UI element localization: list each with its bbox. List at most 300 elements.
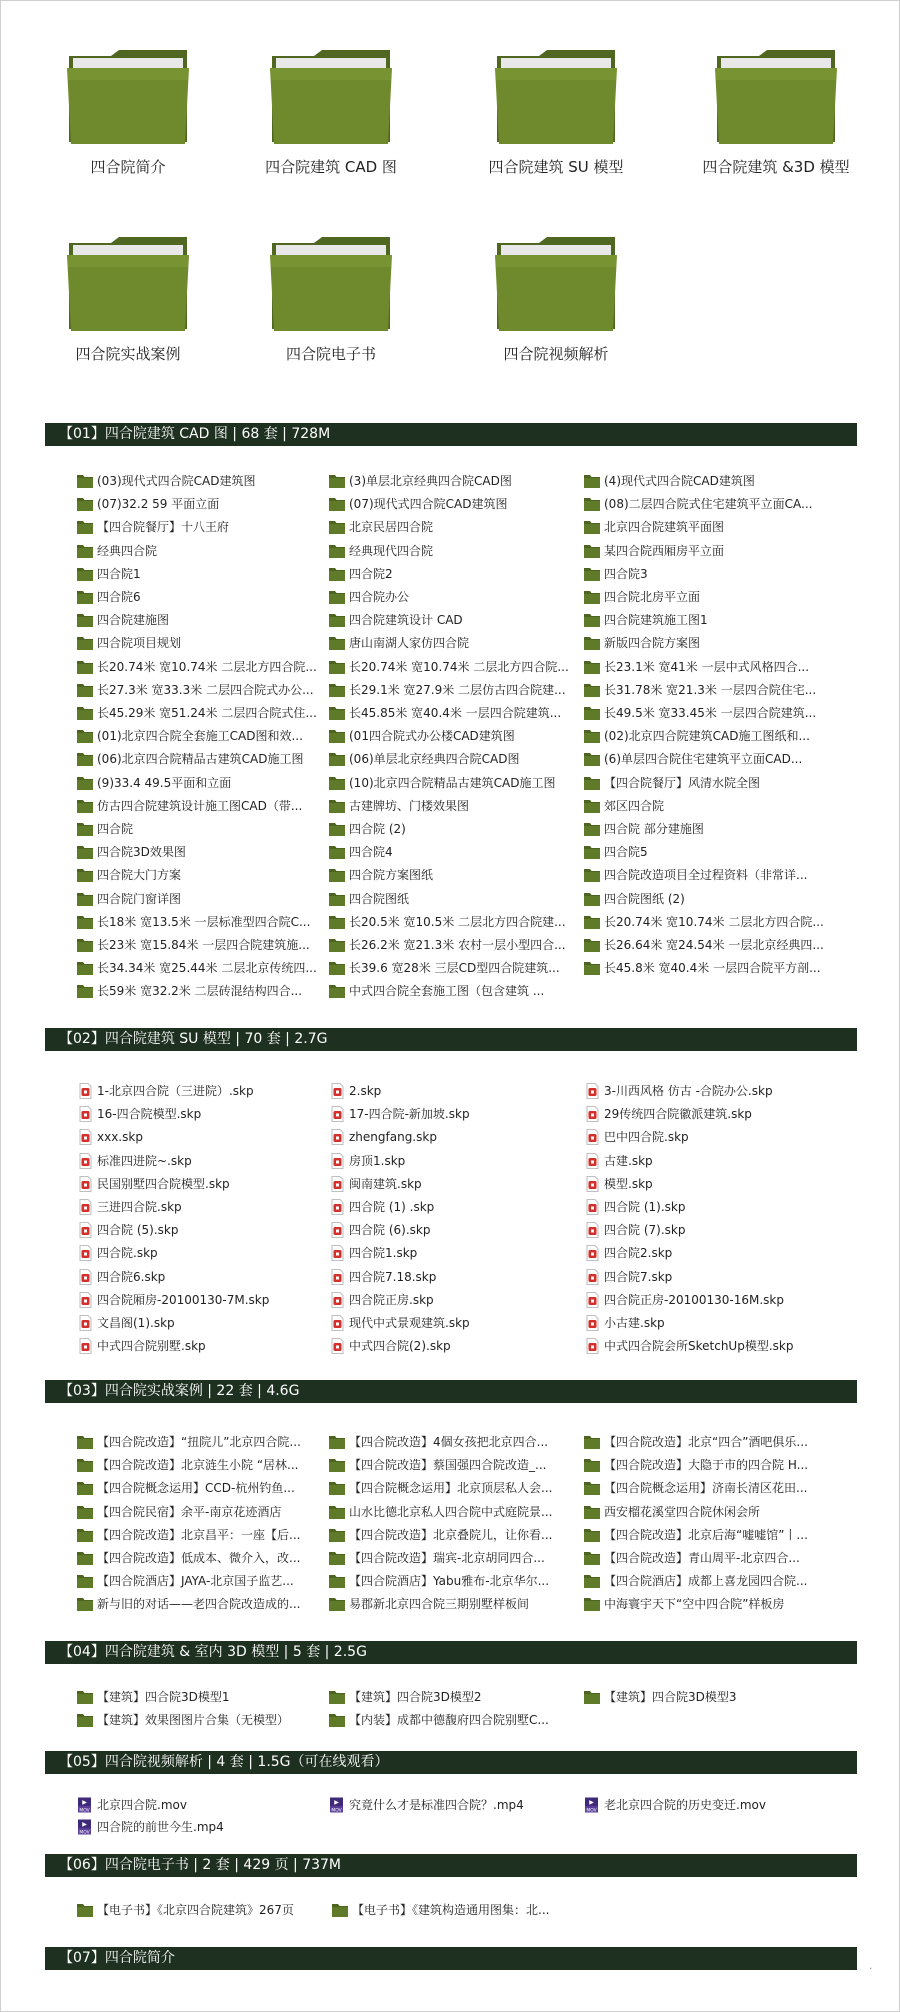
folder-item[interactable] xyxy=(583,540,833,562)
folder-item[interactable] xyxy=(328,656,578,678)
item-label: 长26.64米 宽24.54米 一层北京经典四... xyxy=(604,938,824,952)
item-label: 中式四合院全套施工图（包含建筑 ... xyxy=(349,984,545,998)
folder-item[interactable] xyxy=(583,516,833,538)
item-label: 四合院的前世今生.mp4 xyxy=(97,1820,224,1834)
folder-item[interactable] xyxy=(76,563,326,585)
folder-item[interactable] xyxy=(583,841,833,863)
svg-text:MOV: MOV xyxy=(331,1808,342,1813)
file-item[interactable] xyxy=(328,1196,578,1218)
item-label: 长20.74米 宽10.74米 二层北方四合院... xyxy=(349,660,569,674)
folder-item[interactable] xyxy=(583,609,833,631)
folder-item[interactable] xyxy=(328,609,578,631)
folder-item[interactable] xyxy=(328,1709,578,1731)
section-header-2: 【02】四合院建筑 SU 模型 | 70 套 | 2.7G xyxy=(45,1028,857,1051)
item-label: 三进四合院.skp xyxy=(97,1200,182,1214)
folder-item[interactable] xyxy=(583,679,833,701)
folder-item[interactable] xyxy=(76,818,326,840)
folder-item[interactable] xyxy=(76,1570,326,1592)
item-label: 民国别墅四合院模型.skp xyxy=(97,1177,230,1191)
folder-item[interactable] xyxy=(328,1547,578,1569)
item-label: 经典四合院 xyxy=(97,544,158,558)
folder-item[interactable] xyxy=(328,679,578,701)
file-item[interactable] xyxy=(328,1219,578,1241)
svg-text:▶: ▶ xyxy=(589,1799,594,1806)
item-label: (07)现代式四合院CAD建筑图 xyxy=(349,497,508,511)
folder-item[interactable] xyxy=(328,470,578,492)
folder-item[interactable] xyxy=(328,864,578,886)
folder-item[interactable] xyxy=(76,1593,326,1615)
item-label: 四合院 (6).skp xyxy=(349,1223,431,1237)
folder-item[interactable] xyxy=(76,1524,326,1546)
folder-item[interactable] xyxy=(76,632,326,654)
item-label: 四合院2 xyxy=(349,567,393,581)
file-item[interactable] xyxy=(583,1103,833,1125)
item-label: 17-四合院-新加坡.skp xyxy=(349,1107,470,1121)
item-label: 【建筑】四合院3D模型3 xyxy=(604,1690,737,1704)
file-item[interactable] xyxy=(76,1173,326,1195)
item-label: (6)单层四合院住宅建筑平立面CAD... xyxy=(604,752,803,766)
folder-item[interactable] xyxy=(328,795,578,817)
folder-item[interactable] xyxy=(76,911,326,933)
item-label: 中海寰宇天下“空中四合院”样板房 xyxy=(604,1597,785,1611)
item-label: 四合院7.skp xyxy=(604,1270,673,1284)
file-item[interactable] xyxy=(583,1242,833,1264)
folder-item[interactable] xyxy=(328,563,578,585)
item-label: 四合院图纸 (2) xyxy=(604,892,685,906)
item-label: 经典现代四合院 xyxy=(349,544,434,558)
item-label: 【四合院概念运用】北京顶层私人会... xyxy=(349,1481,553,1495)
folder-item[interactable] xyxy=(76,679,326,701)
file-item[interactable] xyxy=(583,1289,833,1311)
item-label: 【四合院改造】瑞宾-北京胡同四合... xyxy=(349,1551,545,1565)
item-label: 四合院办公 xyxy=(349,590,410,604)
file-item[interactable] xyxy=(583,1312,833,1334)
folder-item[interactable] xyxy=(583,957,833,979)
file-item[interactable] xyxy=(76,1335,326,1357)
folder-icon xyxy=(461,46,651,146)
item-label: 四合院正房.skp xyxy=(349,1293,434,1307)
item-label: 闽南建筑.skp xyxy=(349,1177,422,1191)
file-item[interactable] xyxy=(328,1126,578,1148)
folder-item[interactable] xyxy=(583,563,833,585)
folder-4[interactable] xyxy=(681,46,871,177)
item-label: 北京民居四合院 xyxy=(349,520,434,534)
item-label: 四合院3D效果图 xyxy=(97,845,186,859)
folder-item[interactable] xyxy=(328,1570,578,1592)
item-label: 【四合院餐厅】风清水院全图 xyxy=(604,776,761,790)
item-label: 四合院 xyxy=(97,822,134,836)
item-label: 模型.skp xyxy=(604,1177,653,1191)
folder-item[interactable] xyxy=(76,841,326,863)
folder-item[interactable] xyxy=(76,1477,326,1499)
item-label: 四合院改造项目全过程资料（非常详... xyxy=(604,868,808,882)
item-label: 四合院.skp xyxy=(97,1246,158,1260)
item-label: 长27.3米 宽33.3米 二层四合院式办公... xyxy=(97,683,314,697)
item-label: (9)33.4 49.5平面和立面 xyxy=(97,776,232,790)
item-label: 北京四合院建筑平面图 xyxy=(604,520,725,534)
file-item[interactable] xyxy=(583,1150,833,1172)
folder-item[interactable] xyxy=(76,934,326,956)
item-label: 中式四合院别墅.skp xyxy=(97,1339,206,1353)
folder-item[interactable] xyxy=(583,656,833,678)
file-item[interactable] xyxy=(76,1794,326,1816)
folder-item[interactable] xyxy=(328,493,578,515)
section-header-5: 【05】四合院视频解析 | 4 套 | 1.5G（可在线观看） xyxy=(45,1751,857,1774)
item-label: 【四合院餐厅】十八王府 xyxy=(97,520,230,534)
folder-item[interactable] xyxy=(328,516,578,538)
item-label: 易郡新北京四合院三期别墅样板间 xyxy=(349,1597,530,1611)
folder-item[interactable] xyxy=(583,1686,833,1708)
folder-item[interactable] xyxy=(583,1547,833,1569)
corner-mark: . xyxy=(869,1959,873,1972)
item-label: (03)现代式四合院CAD建筑图 xyxy=(97,474,256,488)
item-label: 四合院正房-20100130-16M.skp xyxy=(604,1293,784,1307)
file-item[interactable] xyxy=(583,1266,833,1288)
folder-item[interactable] xyxy=(583,795,833,817)
folder-icon xyxy=(33,46,223,146)
item-label: 四合院项目规划 xyxy=(97,636,182,650)
folder-item[interactable] xyxy=(328,911,578,933)
folder-item[interactable] xyxy=(76,1709,326,1731)
file-item[interactable] xyxy=(583,1173,833,1195)
item-label: 北京四合院.mov xyxy=(97,1798,187,1812)
item-label: (3)单层北京经典四合院CAD图 xyxy=(349,474,512,488)
file-item[interactable] xyxy=(76,1080,326,1102)
item-label: 长45.85米 宽40.4米 一层四合院建筑... xyxy=(349,706,562,720)
file-item[interactable] xyxy=(76,1312,326,1334)
item-label: 长23米 宽15.84米 一层四合院建筑施... xyxy=(97,938,310,952)
item-label: 某四合院西厢房平立面 xyxy=(604,544,725,558)
item-label: 小古建.skp xyxy=(604,1316,665,1330)
item-label: 【建筑】四合院3D模型2 xyxy=(349,1690,482,1704)
folder-item[interactable] xyxy=(76,864,326,886)
folder-item[interactable] xyxy=(328,957,578,979)
file-item[interactable] xyxy=(328,1103,578,1125)
item-label: 四合院7.18.skp xyxy=(349,1270,437,1284)
file-item[interactable] xyxy=(76,1103,326,1125)
item-label: 长59米 宽32.2米 二层砖混结构四合... xyxy=(97,984,303,998)
file-item[interactable] xyxy=(328,1335,578,1357)
folder-item[interactable] xyxy=(76,702,326,724)
section-header-4: 【04】四合院建筑 & 室内 3D 模型 | 5 套 | 2.5G xyxy=(45,1641,857,1664)
folder-item[interactable] xyxy=(583,702,833,724)
folder-item[interactable] xyxy=(583,888,833,910)
file-item[interactable] xyxy=(583,1080,833,1102)
item-label: 四合院 (1).skp xyxy=(604,1200,686,1214)
folder-item[interactable] xyxy=(76,1547,326,1569)
folder-item[interactable] xyxy=(328,888,578,910)
item-label: 四合院北房平立面 xyxy=(604,590,701,604)
folder-item[interactable] xyxy=(76,656,326,678)
folder-item[interactable] xyxy=(583,1477,833,1499)
svg-text:MOV: MOV xyxy=(79,1808,90,1813)
item-label: 2.skp xyxy=(349,1084,382,1098)
item-label: (06)北京四合院精品古建筑CAD施工图 xyxy=(97,752,304,766)
folder-2[interactable] xyxy=(236,46,426,177)
folder-5[interactable] xyxy=(33,233,223,364)
folder-item[interactable] xyxy=(76,748,326,770)
item-label: xxx.skp xyxy=(97,1130,143,1144)
item-label: 【四合院改造】大隐于市的四合院 H... xyxy=(604,1458,809,1472)
folder-item[interactable] xyxy=(583,470,833,492)
folder-item[interactable] xyxy=(328,540,578,562)
item-label: 四合院 (5).skp xyxy=(97,1223,179,1237)
item-label: 巴中四合院.skp xyxy=(604,1130,689,1144)
folder-item[interactable] xyxy=(583,1431,833,1453)
item-label: 【四合院概念运用】济南长清区花田... xyxy=(604,1481,808,1495)
item-label: 房顶1.skp xyxy=(349,1154,406,1168)
folder-item[interactable] xyxy=(583,818,833,840)
file-item[interactable] xyxy=(328,1266,578,1288)
item-label: 四合院4 xyxy=(349,845,393,859)
folder-item[interactable] xyxy=(76,772,326,794)
item-label: 古建.skp xyxy=(604,1154,653,1168)
svg-text:▶: ▶ xyxy=(82,1821,87,1828)
folder-label: 四合院建筑 CAD 图 xyxy=(265,158,397,176)
item-label: 【四合院酒店】Yabu雅布-北京华尔... xyxy=(349,1574,550,1588)
item-label: 中式四合院会所SketchUp模型.skp xyxy=(604,1339,794,1353)
folder-icon xyxy=(681,46,871,146)
folder-1[interactable] xyxy=(33,46,223,177)
folder-item[interactable] xyxy=(583,748,833,770)
item-label: 中式四合院(2).skp xyxy=(349,1339,451,1353)
section-header-3: 【03】四合院实战案例 | 22 套 | 4.6G xyxy=(45,1380,857,1403)
item-label: 长18米 宽13.5米 一层标准型四合院C... xyxy=(97,915,311,929)
folder-6[interactable] xyxy=(236,233,426,364)
item-label: 【四合院改造】低成本、微介入，改... xyxy=(97,1551,301,1565)
item-label: 四合院 (1) .skp xyxy=(349,1200,435,1214)
folder-item[interactable] xyxy=(583,725,833,747)
folder-item[interactable] xyxy=(583,934,833,956)
folder-item[interactable] xyxy=(328,1431,578,1453)
item-label: 老北京四合院的历史变迁.mov xyxy=(604,1798,766,1812)
item-label: 长20.74米 宽10.74米 二层北方四合院... xyxy=(604,915,824,929)
folder-item[interactable] xyxy=(328,748,578,770)
folder-item[interactable] xyxy=(76,1431,326,1453)
item-label: 3-川西风格 仿古 -合院办公.skp xyxy=(604,1084,773,1098)
svg-text:▶: ▶ xyxy=(82,1799,87,1806)
folder-item[interactable] xyxy=(76,586,326,608)
item-label: 四合院建施图 xyxy=(97,613,170,627)
folder-3[interactable] xyxy=(461,46,651,177)
file-item[interactable] xyxy=(328,1173,578,1195)
item-label: 29传统四合院徽派建筑.skp xyxy=(604,1107,752,1121)
folder-item[interactable] xyxy=(76,725,326,747)
item-label: (4)现代式四合院CAD建筑图 xyxy=(604,474,755,488)
file-item[interactable] xyxy=(76,1242,326,1264)
item-label: 标准四进院~.skp xyxy=(97,1154,192,1168)
item-label: 四合院5 xyxy=(604,845,648,859)
item-label: 文昌阁(1).skp xyxy=(97,1316,175,1330)
svg-text:MOV: MOV xyxy=(79,1830,90,1835)
item-label: 仿古四合院建筑设计施工图CAD（带... xyxy=(97,799,303,813)
folder-item[interactable] xyxy=(76,493,326,515)
file-item[interactable] xyxy=(76,1266,326,1288)
folder-item[interactable] xyxy=(76,1686,326,1708)
folder-icon xyxy=(236,233,426,333)
folder-item[interactable] xyxy=(76,1899,324,1921)
folder-item[interactable] xyxy=(76,540,326,562)
item-label: 1-北京四合院（三进院）.skp xyxy=(97,1084,254,1098)
file-item[interactable] xyxy=(76,1289,326,1311)
file-item[interactable] xyxy=(583,1126,833,1148)
folder-label: 四合院实战案例 xyxy=(75,345,181,363)
folder-item[interactable] xyxy=(328,841,578,863)
item-label: (02)北京四合院建筑CAD施工图纸和... xyxy=(604,729,810,743)
item-label: 【四合院改造】北京后海“嘘嘘馆”丨... xyxy=(604,1528,808,1542)
folder-item[interactable] xyxy=(583,1570,833,1592)
folder-item[interactable] xyxy=(76,795,326,817)
item-label: 四合院方案图纸 xyxy=(349,868,434,882)
svg-text:MOV: MOV xyxy=(586,1808,597,1813)
item-label: 长31.78米 宽21.3米 一层四合院住宅... xyxy=(604,683,817,697)
folder-label: 四合院建筑 &3D 模型 xyxy=(702,158,850,176)
item-label: 【四合院改造】蔡国强四合院改造_... xyxy=(349,1458,547,1472)
folder-item[interactable] xyxy=(583,632,833,654)
file-item[interactable] xyxy=(76,1219,326,1241)
file-item[interactable] xyxy=(328,1242,578,1264)
folder-item[interactable] xyxy=(583,772,833,794)
folder-item[interactable] xyxy=(328,818,578,840)
item-label: 西安榴花溪堂四合院休闲会所 xyxy=(604,1505,761,1519)
folder-item[interactable] xyxy=(583,1454,833,1476)
file-item[interactable] xyxy=(328,1312,578,1334)
item-label: (01四合院式办公楼CAD建筑图 xyxy=(349,729,515,743)
item-label: 长45.8米 宽40.4米 一层四合院平方剖... xyxy=(604,961,821,975)
item-label: 16-四合院模型.skp xyxy=(97,1107,202,1121)
section-header-7: 【07】四合院简介 xyxy=(45,1947,857,1970)
item-label: (06)单层北京经典四合院CAD图 xyxy=(349,752,520,766)
folder-label: 四合院电子书 xyxy=(285,345,376,363)
folder-icon xyxy=(461,233,651,333)
folder-item[interactable] xyxy=(583,493,833,515)
folder-item[interactable] xyxy=(331,1899,579,1921)
item-label: 【内装】成都中德馥府四合院别墅C... xyxy=(349,1713,549,1727)
section-header-1: 【01】四合院建筑 CAD 图 | 68 套 | 728M xyxy=(45,423,857,446)
folder-item[interactable] xyxy=(76,1501,326,1523)
item-label: 郊区四合院 xyxy=(604,799,665,813)
item-label: 【四合院改造】北京“四合”酒吧俱乐... xyxy=(604,1435,808,1449)
item-label: 四合院厢房-20100130-7M.skp xyxy=(97,1293,270,1307)
item-label: 【四合院民宿】余平-南京花迹酒店 xyxy=(97,1505,282,1519)
folder-item[interactable] xyxy=(328,702,578,724)
svg-text:▶: ▶ xyxy=(334,1799,339,1806)
item-label: 四合院大门方案 xyxy=(97,868,182,882)
folder-item[interactable] xyxy=(76,888,326,910)
item-label: 四合院 部分建施图 xyxy=(604,822,704,836)
section-header-6: 【06】四合院电子书 | 2 套 | 429 页 | 737M xyxy=(45,1854,857,1877)
folder-item[interactable] xyxy=(583,586,833,608)
folder-item[interactable] xyxy=(328,980,578,1002)
folder-item[interactable] xyxy=(76,957,326,979)
file-item[interactable] xyxy=(583,1335,833,1357)
folder-item[interactable] xyxy=(76,1454,326,1476)
item-label: 四合院 (7).skp xyxy=(604,1223,686,1237)
item-label: 四合院6.skp xyxy=(97,1270,166,1284)
item-label: 长49.5米 宽33.45米 一层四合院建筑... xyxy=(604,706,817,720)
item-label: 长45.29米 宽51.24米 二层四合院式住... xyxy=(97,706,317,720)
item-label: 唐山南湖人家仿四合院 xyxy=(349,636,470,650)
file-item[interactable] xyxy=(76,1126,326,1148)
folder-item[interactable] xyxy=(76,470,326,492)
item-label: 新与旧的对话——老四合院改造成的... xyxy=(97,1597,301,1611)
folder-7[interactable] xyxy=(461,233,651,364)
folder-label: 四合院视频解析 xyxy=(503,345,609,363)
item-label: 四合院建筑设计 CAD xyxy=(349,613,463,627)
folder-item[interactable] xyxy=(328,772,578,794)
folder-item[interactable] xyxy=(328,934,578,956)
file-item[interactable] xyxy=(328,1080,578,1102)
item-label: 长26.2米 宽21.3米 农村一层小型四合... xyxy=(349,938,566,952)
item-label: 四合院6 xyxy=(97,590,141,604)
file-item[interactable] xyxy=(328,1794,578,1816)
item-label: 【四合院概念运用】CCD-杭州钓鱼... xyxy=(97,1481,295,1495)
folder-item[interactable] xyxy=(328,1524,578,1546)
folder-item[interactable] xyxy=(328,725,578,747)
item-label: 【四合院改造】青山周平-北京四合... xyxy=(604,1551,800,1565)
item-label: 【四合院改造】北京昌平：一座【后... xyxy=(97,1528,301,1542)
folder-item[interactable] xyxy=(583,1593,833,1615)
item-label: 【四合院改造】4個女孩把北京四合... xyxy=(349,1435,549,1449)
item-label: 【四合院酒店】成都上喜龙园四合院... xyxy=(604,1574,808,1588)
item-label: (07)32.2 59 平面立面 xyxy=(97,497,220,511)
folder-item[interactable] xyxy=(583,1524,833,1546)
folder-item[interactable] xyxy=(328,1593,578,1615)
item-label: 【四合院改造】“扭院儿”北京四合院... xyxy=(97,1435,301,1449)
file-item[interactable] xyxy=(328,1150,578,1172)
folder-item[interactable] xyxy=(76,516,326,538)
item-label: 长23.1米 宽41米 一层中式风格四合... xyxy=(604,660,810,674)
folder-icon xyxy=(33,233,223,333)
item-label: 长20.74米 宽10.74米 二层北方四合院... xyxy=(97,660,317,674)
file-item[interactable] xyxy=(328,1289,578,1311)
item-label: 新版四合院方案图 xyxy=(604,636,701,650)
folder-item[interactable] xyxy=(328,1454,578,1476)
folder-item[interactable] xyxy=(583,864,833,886)
item-label: (08)二层四合院式住宅建筑平立面CA... xyxy=(604,497,813,511)
item-label: 长34.34米 宽25.44米 二层北京传统四... xyxy=(97,961,317,975)
folder-item[interactable] xyxy=(328,586,578,608)
item-label: 四合院 (2) xyxy=(349,822,406,836)
item-label: 究竟什么才是标准四合院？.mp4 xyxy=(349,1798,524,1812)
folder-icon xyxy=(236,46,426,146)
file-item[interactable] xyxy=(583,1794,833,1816)
folder-item[interactable] xyxy=(76,980,326,1002)
item-label: 四合院图纸 xyxy=(349,892,410,906)
folder-label: 四合院简介 xyxy=(90,158,166,176)
item-label: 【电子书】《建筑构造通用图集：北... xyxy=(352,1903,550,1917)
folder-item[interactable] xyxy=(583,1501,833,1523)
item-label: 四合院2.skp xyxy=(604,1246,673,1260)
file-item[interactable] xyxy=(76,1150,326,1172)
folder-item[interactable] xyxy=(328,1501,578,1523)
item-label: 四合院门窗详图 xyxy=(97,892,182,906)
file-item[interactable] xyxy=(76,1816,326,1838)
file-item[interactable] xyxy=(76,1196,326,1218)
item-label: 【电子书】《北京四合院建筑》267页 xyxy=(97,1903,294,1917)
item-label: 四合院1 xyxy=(97,567,141,581)
folder-item[interactable] xyxy=(583,911,833,933)
item-label: 【四合院酒店】JAYA-北京国子监艺... xyxy=(97,1574,294,1588)
folder-item[interactable] xyxy=(328,632,578,654)
folder-item[interactable] xyxy=(328,1477,578,1499)
folder-item[interactable] xyxy=(76,609,326,631)
item-label: 长39.6 宽28米 三层CD型四合院建筑... xyxy=(349,961,560,975)
item-label: 四合院建筑施工图1 xyxy=(604,613,708,627)
file-item[interactable] xyxy=(583,1196,833,1218)
folder-item[interactable] xyxy=(328,1686,578,1708)
file-item[interactable] xyxy=(583,1219,833,1241)
